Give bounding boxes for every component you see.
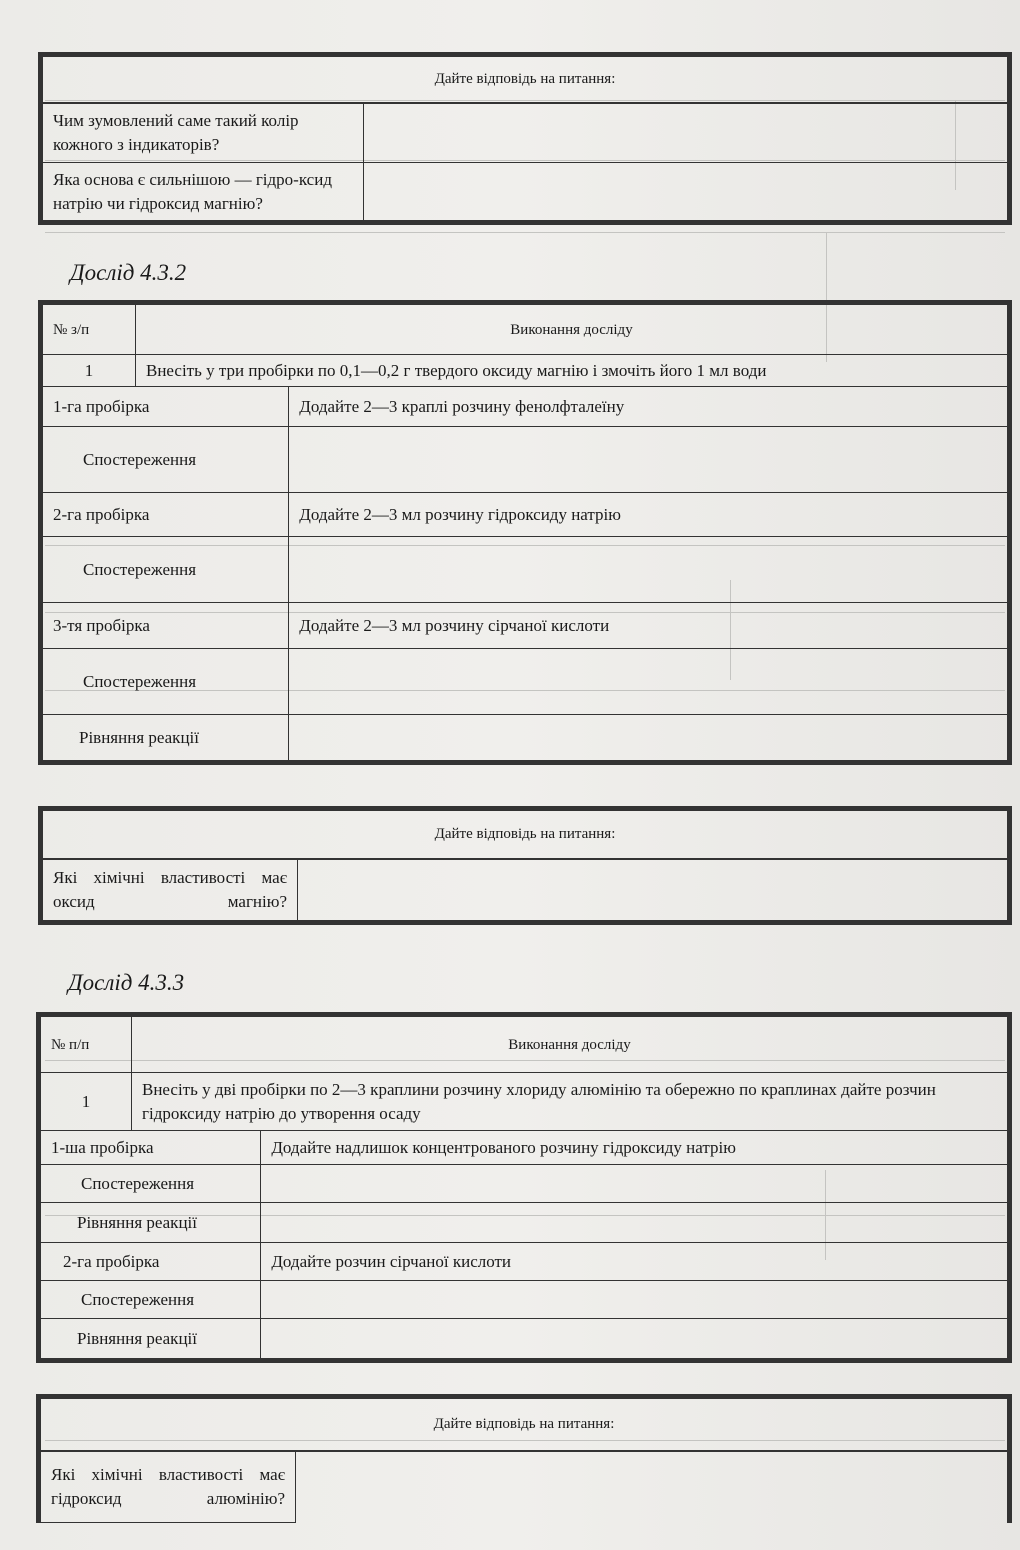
questions-table-2 (38, 806, 1012, 925)
answer-field[interactable] (298, 859, 1010, 923)
equation-label: Рівняння реакції (41, 715, 289, 763)
observation-field[interactable] (261, 1281, 1010, 1319)
tube-action: Додайте 2—3 краплі розчину фенолфталеїну (289, 387, 1010, 427)
observation-field[interactable] (289, 427, 1010, 493)
equation-field[interactable] (261, 1203, 1010, 1243)
answer-field[interactable] (296, 1451, 1010, 1523)
experiment-heading-432: Дослід 4.3.2 (70, 260, 187, 285)
experiment-heading-433: Дослід 4.3.3 (68, 970, 185, 995)
step-text: Внесіть у дві пробірки по 2—3 краплини розчину хлориду алюмінію та обережно по краплинах дайте розчин гідроксиду натрію до утворення осаду (132, 1073, 1010, 1131)
tube-action: Додайте надлишок концентрованого розчину гідроксиду натрію (261, 1131, 1010, 1165)
step-number: 1 (39, 1073, 132, 1131)
observation-label: Спостереження (39, 1281, 261, 1319)
questions-table-3 (36, 1394, 1012, 1523)
observation-label: Спостереження (39, 1165, 261, 1203)
tube-label: 1-га пробірка (41, 387, 289, 427)
question-text: Чим зумовлений саме такий колір кожного з індикаторів? (41, 103, 364, 163)
questions-table-1 (38, 52, 1012, 225)
observation-field[interactable] (261, 1165, 1010, 1203)
tube-label: 3-тя пробірка (41, 603, 289, 649)
question-text: Які хімічні властивості має гідроксид алюмінію? (39, 1451, 296, 1523)
observation-field[interactable] (289, 649, 1010, 715)
equation-field[interactable] (289, 715, 1010, 763)
column-header-execution: Виконання досліду (132, 1015, 1010, 1073)
tube-label: 2-га пробірка (41, 493, 289, 537)
column-header-execution: Виконання досліду (136, 303, 1010, 355)
questions-header-2: Дайте відповідь на питання: (41, 809, 1010, 859)
tube-action: Додайте 2—3 мл розчину сірчаної кислоти (289, 603, 1010, 649)
equation-label: Рівняння реакції (39, 1319, 261, 1361)
questions-header-1: Дайте відповідь на питання: (41, 55, 1010, 103)
question-text: Яка основа є сильнішою — гідро-ксид натрію чи гідроксид магнію? (41, 163, 364, 223)
equation-field[interactable] (261, 1319, 1010, 1361)
equation-label: Рівняння реакції (39, 1203, 261, 1243)
step-number: 1 (41, 355, 136, 387)
observation-label: Спостереження (41, 537, 289, 603)
column-header-number: № п/п (39, 1015, 132, 1073)
question-text: Які хімічні властивості має оксид магнію? (41, 859, 298, 923)
tube-label: 1-ша пробірка (39, 1131, 261, 1165)
questions-header-3: Дайте відповідь на питання: (39, 1397, 1010, 1451)
experiment-table-432 (38, 300, 1012, 765)
observation-label: Спостереження (41, 649, 289, 715)
tube-action: Додайте розчин сірчаної кислоти (261, 1243, 1010, 1281)
experiment-table-433 (36, 1012, 1012, 1363)
tube-label: 2-га пробірка (39, 1243, 261, 1281)
observation-field[interactable] (289, 537, 1010, 603)
tube-action: Додайте 2—3 мл розчину гідроксиду натрію (289, 493, 1010, 537)
observation-label: Спостереження (41, 427, 289, 493)
answer-field[interactable] (364, 103, 1010, 163)
answer-field[interactable] (364, 163, 1010, 223)
step-text: Внесіть у три пробірки по 0,1—0,2 г твердого оксиду магнію і змочіть його 1 мл води (136, 355, 1010, 387)
column-header-number: № з/п (41, 303, 136, 355)
